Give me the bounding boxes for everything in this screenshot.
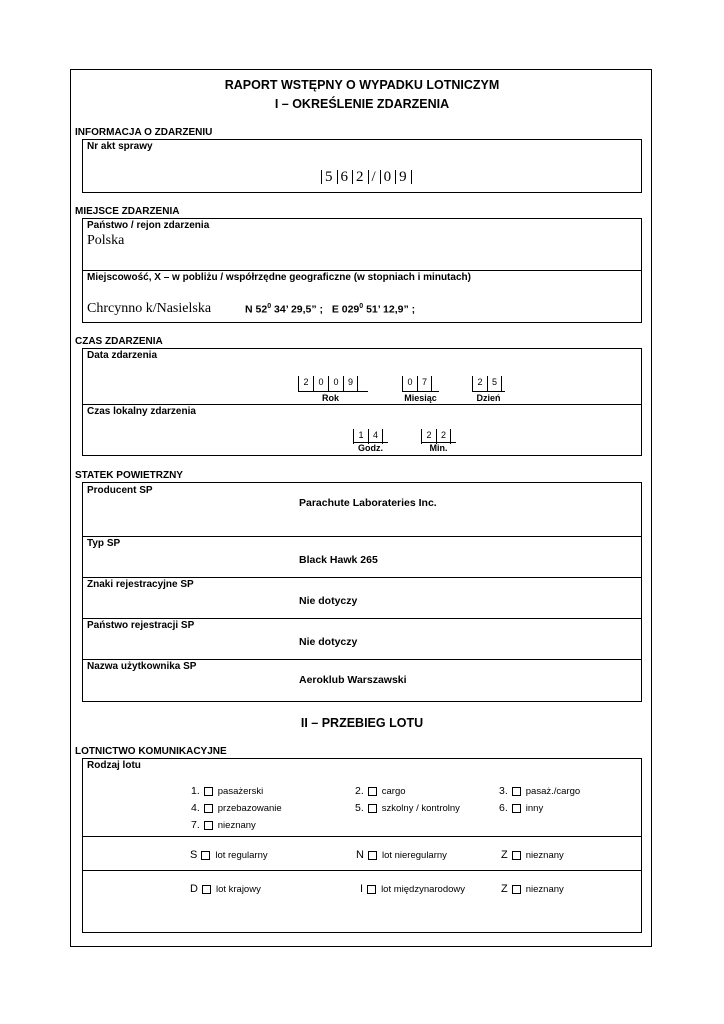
digit: 2 [298, 376, 313, 391]
type-label: Typ SP [87, 538, 121, 549]
option-pasazerski[interactable]: 1. pasażerski [191, 785, 264, 797]
registration-country-value[interactable]: Nie dotyczy [299, 636, 358, 648]
case-number-field[interactable] [321, 170, 412, 184]
day-label: Dzień [476, 393, 501, 403]
digit: 9 [343, 376, 358, 391]
place-label: Miejscowość, X – w pobliżu / współrzędne geograficzne (w stopniach i minutach) [87, 272, 471, 283]
digit: 2 [436, 429, 451, 444]
country-label: Państwo / rejon zdarzenia [87, 220, 210, 231]
case-number-box [82, 139, 642, 193]
checkbox-icon [512, 885, 521, 894]
option-cargo[interactable]: 2. cargo [355, 785, 406, 797]
day-field[interactable] [472, 376, 502, 391]
option-szkolny[interactable]: 5. szkolny / kontrolny [355, 802, 460, 814]
operator-label: Nazwa użytkownika SP [87, 661, 197, 672]
year-label: Rok [321, 393, 339, 403]
checkbox-icon [368, 804, 377, 813]
place-value[interactable]: Chrcynno k/Nasielska [87, 301, 212, 316]
section-informacja: INFORMACJA O ZDARZENIU [75, 127, 213, 138]
country-value[interactable]: Polska [87, 233, 125, 248]
registration-label: Znaki rejestracyjne SP [87, 579, 194, 590]
checkbox-icon [512, 851, 521, 860]
report-subtitle: I – OKREŚLENIE ZDARZENIA [274, 97, 450, 111]
case-char: 6 [337, 170, 353, 184]
checkbox-icon [204, 821, 213, 830]
option-regular[interactable]: S lot regularny [190, 849, 268, 861]
section-lotnictwo: LOTNICTWO KOMUNIKACYJNE [75, 746, 227, 757]
case-char: 0 [380, 170, 396, 184]
case-char: / [368, 170, 380, 184]
checkbox-icon [368, 851, 377, 860]
local-time-label: Czas lokalny zdarzenia [87, 406, 196, 417]
digit: 7 [417, 376, 432, 391]
section-miejsce: MIEJSCE ZDARZENIA [75, 206, 180, 217]
digit: 5 [487, 376, 502, 391]
type-value[interactable]: Black Hawk 265 [299, 554, 378, 566]
option-pasaz-cargo[interactable]: 3. pasaż./cargo [499, 785, 581, 797]
underline [472, 391, 505, 392]
option-inny[interactable]: 6. inny [499, 802, 544, 814]
section-czas: CZAS ZDARZENIA [75, 336, 163, 347]
divider [83, 270, 641, 271]
option-nieznany[interactable]: 7. nieznany [191, 819, 256, 831]
divider [83, 836, 641, 837]
digit: 1 [353, 429, 368, 444]
year-field[interactable] [298, 376, 358, 391]
minute-label: Min. [429, 443, 448, 453]
divider [83, 870, 641, 871]
month-label: Miesiąc [404, 393, 437, 403]
digit: 0 [328, 376, 343, 391]
coordinates[interactable]: N $52^0$ 34’ 29,5” ; E $029^0$ 51’ 12,9” ; [245, 303, 416, 316]
divider [83, 536, 641, 537]
option-przebazowanie[interactable]: 4. przebazowanie [191, 802, 282, 814]
registration-value[interactable]: Nie dotyczy [299, 595, 358, 607]
checkbox-icon [368, 787, 377, 796]
digit: 4 [368, 429, 383, 444]
checkbox-icon [202, 885, 211, 894]
divider [83, 577, 641, 578]
checkbox-icon [201, 851, 210, 860]
time-box [82, 348, 642, 456]
hour-label: Godz. [358, 443, 383, 453]
case-char: 2 [352, 170, 368, 184]
divider [83, 659, 641, 660]
option-scope-unknown[interactable]: Z nieznany [501, 883, 564, 895]
case-char: 5 [321, 170, 337, 184]
option-domestic[interactable]: D lot krajowy [190, 883, 261, 895]
operator-value[interactable]: Aeroklub Warszawski [299, 674, 407, 686]
option-international[interactable]: I lot międzynarodowy [360, 883, 466, 895]
flight-type-box [82, 758, 642, 933]
digit: 0 [313, 376, 328, 391]
case-char: 9 [395, 170, 412, 184]
case-number-label: Nr akt sprawy [87, 141, 153, 152]
option-nonregular[interactable]: N lot nieregularny [356, 849, 447, 861]
digit: 2 [472, 376, 487, 391]
divider [83, 404, 641, 405]
producer-value[interactable]: Parachute Laborateries Inc. [299, 497, 437, 509]
date-label: Data zdarzenia [87, 350, 158, 361]
report-title: RAPORT WSTĘPNY O WYPADKU LOTNICZYM [224, 78, 500, 92]
section-title-flight: II – PRZEBIEG LOTU [300, 716, 424, 730]
underline [402, 391, 439, 392]
producer-label: Producent SP [87, 485, 153, 496]
month-field[interactable] [402, 376, 432, 391]
checkbox-icon [512, 787, 521, 796]
checkbox-icon [204, 804, 213, 813]
digit: 2 [421, 429, 436, 444]
section-statek: STATEK POWIETRZNY [75, 470, 183, 481]
underline [298, 391, 368, 392]
registration-country-label: Państwo rejestracji SP [87, 620, 195, 631]
place-box [82, 218, 642, 323]
checkbox-icon [204, 787, 213, 796]
divider [83, 618, 641, 619]
option-regularity-unknown[interactable]: Z nieznany [501, 849, 564, 861]
checkbox-icon [512, 804, 521, 813]
checkbox-icon [367, 885, 376, 894]
aircraft-box [82, 482, 642, 702]
digit: 0 [402, 376, 417, 391]
flight-type-label: Rodzaj lotu [87, 760, 141, 771]
